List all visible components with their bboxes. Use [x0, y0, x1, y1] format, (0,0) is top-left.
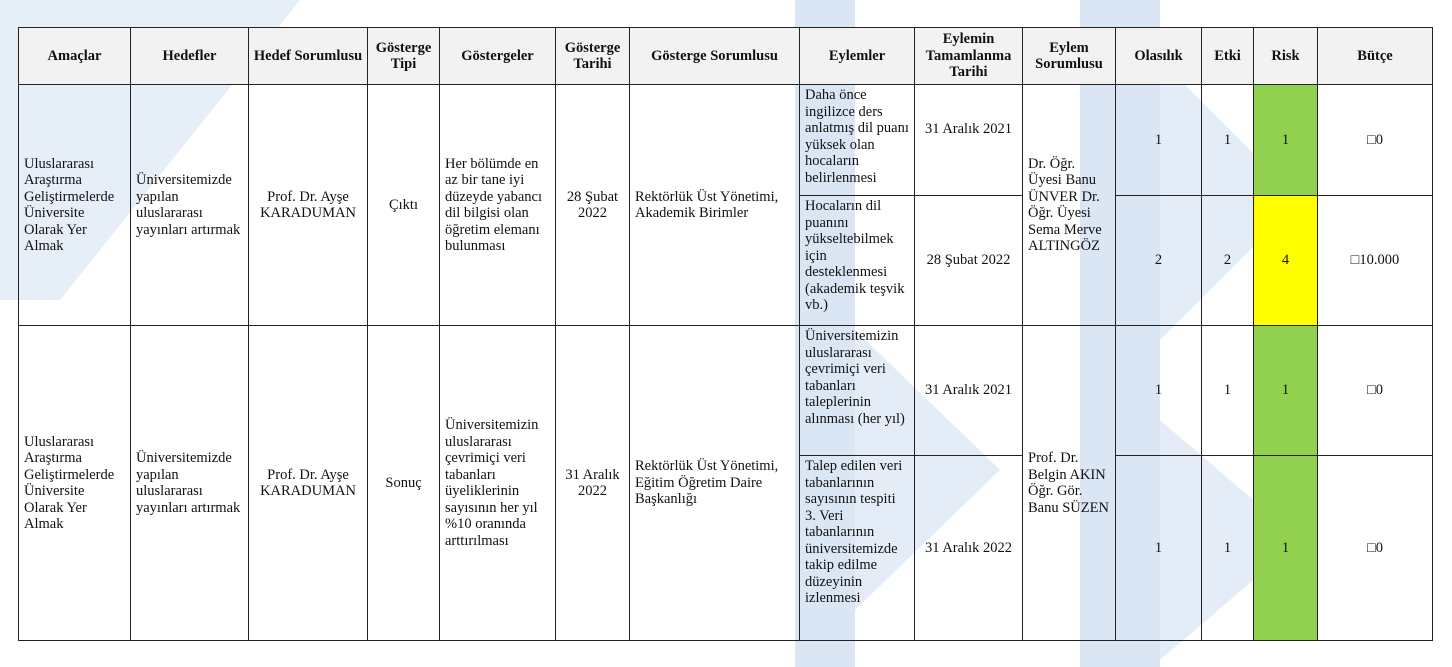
strategic-plan-table	[18, 27, 1433, 641]
amac-cell: Uluslararası Araştırma Geliştirmelerde Üniversite Olarak Yer Almak	[19, 326, 131, 641]
etki-cell: 1	[1202, 326, 1254, 456]
eylem-cell: Üniversitemizin uluslararası çevrimiçi veri tabanları taleplerinin alınması (her yıl)	[800, 326, 915, 456]
butce-cell: □0	[1318, 85, 1433, 196]
header-amaclar: Amaçlar	[19, 28, 131, 85]
eylem-sorumlusu-cell: Dr. Öğr. Üyesi Banu ÜNVER Dr. Öğr. Üyesi Sema Merve ALTINGÖZ	[1023, 85, 1116, 326]
header-hedefler: Hedefler	[131, 28, 249, 85]
butce-cell: □0	[1318, 456, 1433, 641]
eylem-tarihi-cell: 31 Aralık 2021	[915, 326, 1023, 456]
eylem-cell: Hocaların dil puanını yükseltebilmek için desteklenmesi (akademik teşvik vb.)	[800, 196, 915, 326]
gosterge-sorumlusu-cell: Rektörlük Üst Yönetimi, Eğitim Öğretim Daire Başkanlığı	[630, 326, 800, 641]
eylem-cell: Talep edilen veri tabanlarının sayısının tespiti 3. Veri tabanlarının üniversitemizde takip edilme düzeyinin izlenmesi	[800, 456, 915, 641]
eylem-tarihi-cell: 31 Aralık 2021	[915, 85, 1023, 196]
olasilik-cell: 2	[1116, 196, 1202, 326]
risk-cell: 1	[1254, 456, 1318, 641]
header-gosterge-sorumlusu: Gösterge Sorumlusu	[630, 28, 800, 85]
gosterge-cell: Üniversitemizin uluslararası çevrimiçi veri tabanları üyeliklerinin sayısının her yıl %10 oranında arttırılması	[440, 326, 556, 641]
butce-cell: □0	[1318, 326, 1433, 456]
etki-cell: 2	[1202, 196, 1254, 326]
olasilik-cell: 1	[1116, 456, 1202, 641]
eylem-cell: Daha önce ingilizce ders anlatmış dil puanı yüksek olan hocaların belirlenmesi	[800, 85, 915, 196]
gosterge-sorumlusu-cell: Rektörlük Üst Yönetimi, Akademik Birimler	[630, 85, 800, 326]
gosterge-tipi-cell: Çıktı	[368, 85, 440, 326]
etki-cell: 1	[1202, 456, 1254, 641]
gosterge-cell: Her bölümde en az bir tane iyi düzeyde yabancı dil bilgisi olan öğretim elemanı bulunması	[440, 85, 556, 326]
header-risk: Risk	[1254, 28, 1318, 85]
eylem-tarihi-cell: 28 Şubat 2022	[915, 196, 1023, 326]
gosterge-tarihi-cell: 31 Aralık 2022	[556, 326, 630, 641]
header-eylem-sorumlusu: Eylem Sorumlusu	[1023, 28, 1116, 85]
hedef-cell: Üniversitemizde yapılan uluslararası yayınları artırmak	[131, 85, 249, 326]
hedef-sorumlusu-cell: Prof. Dr. Ayşe KARADUMAN	[249, 85, 368, 326]
header-etki: Etki	[1202, 28, 1254, 85]
gosterge-tarihi-cell: 28 Şubat 2022	[556, 85, 630, 326]
etki-cell: 1	[1202, 85, 1254, 196]
table-row	[19, 326, 1433, 456]
header-eylemler: Eylemler	[800, 28, 915, 85]
butce-cell: □10.000	[1318, 196, 1433, 326]
header-hedef-sorumlusu: Hedef Sorumlusu	[249, 28, 368, 85]
gosterge-tipi-cell: Sonuç	[368, 326, 440, 641]
header-gostergeler: Göstergeler	[440, 28, 556, 85]
header-row	[19, 28, 1433, 85]
header-gosterge-tipi: Gösterge Tipi	[368, 28, 440, 85]
header-gosterge-tarihi: Gösterge Tarihi	[556, 28, 630, 85]
olasilik-cell: 1	[1116, 85, 1202, 196]
risk-cell: 1	[1254, 85, 1318, 196]
header-eylemin-tamamlanma-tarihi: Eylemin Tamamlanma Tarihi	[915, 28, 1023, 85]
header-butce: Bütçe	[1318, 28, 1433, 85]
risk-cell: 4	[1254, 196, 1318, 326]
amac-cell: Uluslararası Araştırma Geliştirmelerde Üniversite Olarak Yer Almak	[19, 85, 131, 326]
risk-cell: 1	[1254, 326, 1318, 456]
eylem-sorumlusu-cell: Prof. Dr. Belgin AKIN Öğr. Gör. Banu SÜZEN	[1023, 326, 1116, 641]
header-olasilik: Olasılık	[1116, 28, 1202, 85]
hedef-sorumlusu-cell: Prof. Dr. Ayşe KARADUMAN	[249, 326, 368, 641]
hedef-cell: Üniversitemizde yapılan uluslararası yayınları artırmak	[131, 326, 249, 641]
olasilik-cell: 1	[1116, 326, 1202, 456]
eylem-tarihi-cell: 31 Aralık 2022	[915, 456, 1023, 641]
table-row	[19, 85, 1433, 196]
